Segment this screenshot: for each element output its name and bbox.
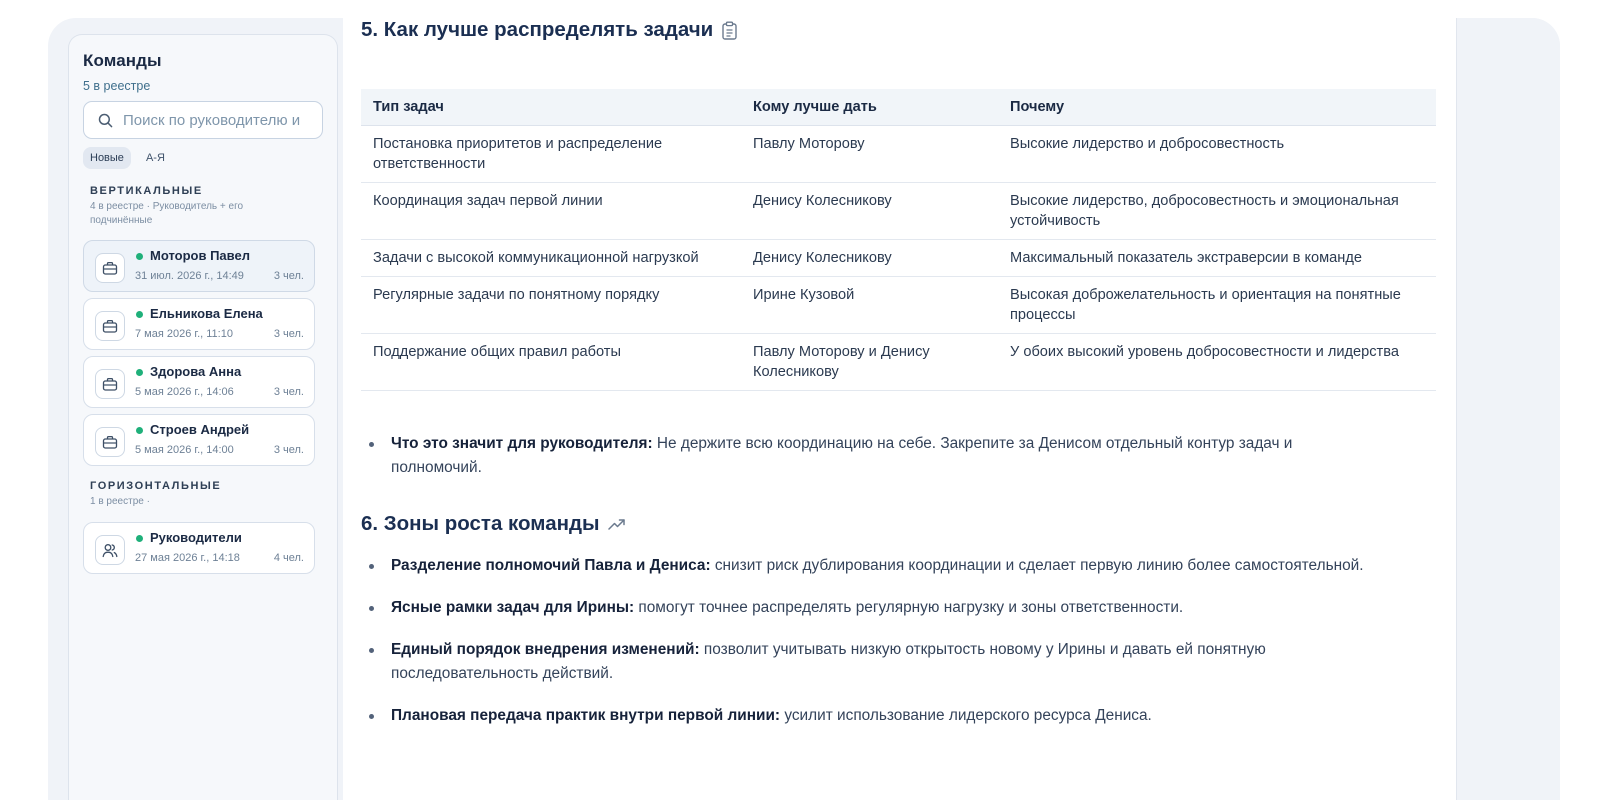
list-item-text: снизит риск дублирования координации и сделает первую линию более самостоятельной. (710, 557, 1364, 574)
table-cell: Высокие лидерство, добросовестность и эмоциональная устойчивость (998, 182, 1436, 239)
table-cell: Максимальный показатель экстраверсии в команде (998, 239, 1436, 276)
list-item (361, 432, 1371, 480)
table-cell: Павлу Моторову и Денису Колесникову (741, 333, 998, 390)
table-cell: Высокая доброжелательность и ориентация на понятные процессы (998, 276, 1436, 333)
table-cell: Высокие лидерство и добросовестность (998, 125, 1436, 182)
table-cell: Денису Колесникову (741, 239, 998, 276)
table-row (361, 239, 1436, 276)
status-dot (136, 369, 143, 376)
horizontal-team-list (83, 522, 323, 574)
horizontal-group-desc: 1 в реестре · (90, 496, 150, 507)
column-header: Кому лучше дать (741, 89, 998, 125)
team-card[interactable] (83, 522, 315, 574)
sort-toggle (83, 147, 323, 169)
list-item-lead: Единый порядок внедрения изменений: (391, 641, 700, 658)
team-count: 3 чел. (273, 328, 304, 340)
table-row (361, 125, 1436, 182)
list-item-lead: Плановая передача практик внутри первой линии: (391, 707, 781, 724)
team-date: 27 мая 2026 г., 14:18 (135, 552, 240, 564)
team-card[interactable] (83, 414, 315, 466)
team-date: 31 июл. 2026 г., 14:49 (135, 270, 244, 282)
team-card[interactable] (83, 298, 315, 350)
team-date: 7 мая 2026 г., 11:10 (135, 328, 233, 340)
vertical-group-heading: ВЕРТИКАЛЬНЫЕ (90, 185, 203, 197)
trending-up-icon (608, 518, 626, 530)
briefcase-icon (95, 427, 125, 457)
list-item-text: позволит учитывать низкую открытость новому у Ирины и давать ей понятную последовательность действий. (391, 641, 1266, 682)
team-date: 5 мая 2026 г., 14:00 (135, 444, 234, 456)
clipboard-icon (721, 21, 738, 40)
list-item (361, 554, 1371, 578)
report-content (343, 18, 1456, 800)
table-cell: Денису Колесникову (741, 182, 998, 239)
team-name: Строев Андрей (150, 422, 250, 437)
registry-count: 5 в реестре (83, 79, 151, 93)
table-cell: Ирине Кузовой (741, 276, 998, 333)
status-dot (136, 427, 143, 434)
team-name: Моторов Павел (150, 248, 250, 263)
list-item-text: усилит использование лидерского ресурса Дениса. (780, 707, 1152, 724)
status-dot (136, 253, 143, 260)
table-cell: Координация задач первой линии (361, 182, 741, 239)
column-header: Тип задач (361, 89, 741, 125)
team-name: Руководители (150, 530, 242, 545)
task-distribution-table (361, 89, 1436, 391)
team-date: 5 мая 2026 г., 14:06 (135, 386, 234, 398)
search-box[interactable] (83, 101, 323, 139)
briefcase-icon (95, 369, 125, 399)
vertical-team-list (83, 240, 323, 466)
app-window (48, 18, 1560, 800)
table-cell: Задачи с высокой коммуникационной нагрузкой (361, 239, 741, 276)
team-card[interactable] (83, 240, 315, 292)
team-count: 3 чел. (273, 386, 304, 398)
list-item-text: помогут точнее распределять регулярную нагрузку и зоны ответственности. (634, 599, 1184, 616)
list-item (361, 704, 1371, 728)
briefcase-icon (95, 311, 125, 341)
table-cell: У обоих высокий уровень добросовестности и лидерства (998, 333, 1436, 390)
team-name: Здорова Анна (150, 364, 242, 379)
horizontal-group-heading: ГОРИЗОНТАЛЬНЫЕ (90, 480, 222, 492)
table-cell: Регулярные задачи по понятному порядку (361, 276, 741, 333)
search-icon (98, 113, 113, 128)
vertical-group-desc: 4 в реестре · Руководитель + его подчинённые (90, 201, 244, 226)
team-count: 3 чел. (273, 444, 304, 456)
search-input[interactable] (123, 112, 313, 129)
briefcase-icon (95, 253, 125, 283)
table-row (361, 182, 1436, 239)
status-dot (136, 311, 143, 318)
section-6-heading (361, 512, 626, 536)
column-header: Почему (998, 89, 1436, 125)
team-name: Ельникова Елена (150, 306, 263, 321)
list-item-lead: Разделение полномочий Павла и Дениса: (391, 557, 711, 574)
team-count: 4 чел. (273, 552, 304, 564)
list-item-lead: Ясные рамки задач для Ирины: (391, 599, 635, 616)
status-dot (136, 535, 143, 542)
team-card[interactable] (83, 356, 315, 408)
right-panel (1456, 18, 1560, 800)
teams-sidebar (68, 34, 338, 800)
section-5-title: 5. Как лучше распределять задачи (361, 18, 714, 41)
section-5-heading (361, 18, 738, 42)
list-item (361, 596, 1371, 620)
table-cell: Постановка приоритетов и распределение ответственности (361, 125, 741, 182)
growth-zones-list (361, 554, 1371, 746)
list-item-text: Не держите всю координацию на себе. Закрепите за Денисом отдельный контур задач и полномочий. (391, 435, 1293, 476)
sidebar-title: Команды (83, 51, 162, 70)
table-row (361, 333, 1436, 390)
team-count: 3 чел. (273, 270, 304, 282)
list-item (361, 638, 1371, 686)
table-row (361, 276, 1436, 333)
sort-new-button[interactable]: Новые (83, 147, 131, 169)
sort-alpha-button[interactable]: А-Я (145, 152, 165, 164)
list-item-lead: Что это значит для руководителя: (391, 435, 653, 452)
table-cell: Павлу Моторову (741, 125, 998, 182)
users-icon (95, 535, 125, 565)
section-6-title: 6. Зоны роста команды (361, 512, 600, 535)
table-header-row (361, 89, 1436, 125)
table-cell: Поддержание общих правил работы (361, 333, 741, 390)
manager-note-list (361, 432, 1371, 480)
